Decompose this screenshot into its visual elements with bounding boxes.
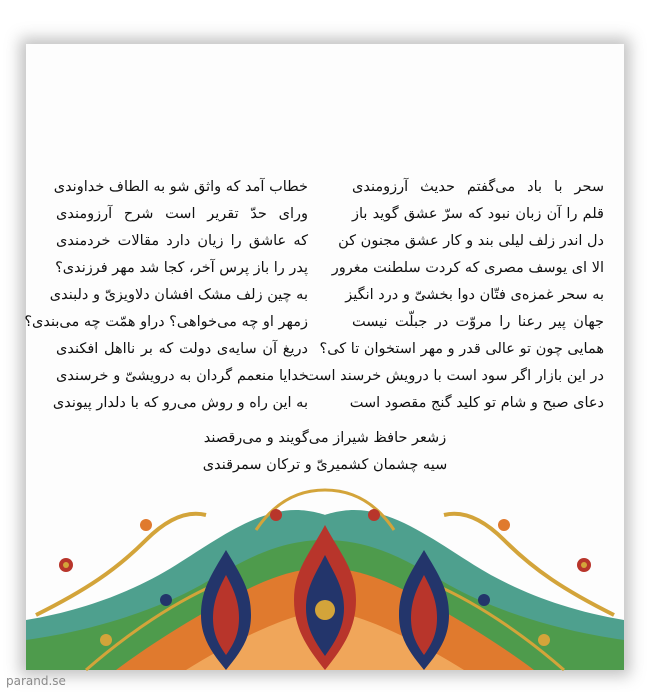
poem-row [26,174,624,201]
mesra-right: همایی چون تو عالی قدر و مهر استخوان تا کی؟ [319,341,604,357]
mesra-left: خدایا منعمم گردان به درویشیّ و خرسندی [56,368,308,384]
mesra-right: جهان پیر رعنا را مروّت در جبلّت نیست [352,314,604,330]
mesra-left: پدر را باز پرس آخر، کجا شد مهر فرزندی؟ [55,260,308,276]
poem-row [26,282,624,309]
poem [26,174,624,417]
mesra-left: که عاشق را زیان دارد مقالات خردمندی [56,233,308,249]
poem-row [26,228,624,255]
mesra-left: به چین زلف مشک افشان دلاویزیّ و دلبندی [49,287,308,303]
mesra-right: دل اندر زلف لیلی بند و کار عشق مجنون کن [338,233,604,249]
poem-row [26,363,624,390]
mesra-left: دریغ آن سایه‌ی دولت که بر نااهل افکندی [56,341,308,357]
poem-row [26,336,624,363]
mesra-right: قلم را آن زبان نبود که سرّ عشق گوید باز [352,206,604,222]
final-line-1: زشعر حافظ شیراز می‌گویند و می‌رقصند [203,430,447,446]
poem-row [26,255,624,282]
mesra-right: در این بازار اگر سود است با درویش خرسند است [305,368,604,384]
mesra-right: به سحر غمزه‌ی فتّان دوا بخشیّ و درد انگیز [345,287,604,303]
poem-row [26,201,624,228]
page-frame [26,44,624,670]
poem-row [26,309,624,336]
poem-row [26,390,624,417]
floral-ornament [26,470,624,670]
mesra-left: به این راه و روش می‌رو که با دلدار پیوندی [52,395,308,411]
mesra-left: خطاب آمد که واثق شو به الطاف خداوندی [53,179,308,195]
mesra-right: الا ای یوسف مصری که کردت سلطنت مغرور [331,260,604,276]
mesra-right: دعای صبح و شام تو کلید گنج مقصود است [349,395,604,411]
mesra-left: زمهر او چه می‌خواهی؟ دراو همّت چه می‌بندی؟ [24,314,308,330]
mesra-left: ورای حدّ تقریر است شرح آرزومندی [56,206,308,222]
watermark: parand.se [6,674,66,688]
mesra-right: سحر با باد می‌گفتم حدیث آرزومندی [352,179,604,195]
final-line-2: سیه چشمان کشمیریّ و ترکان سمرقندی [202,457,448,473]
